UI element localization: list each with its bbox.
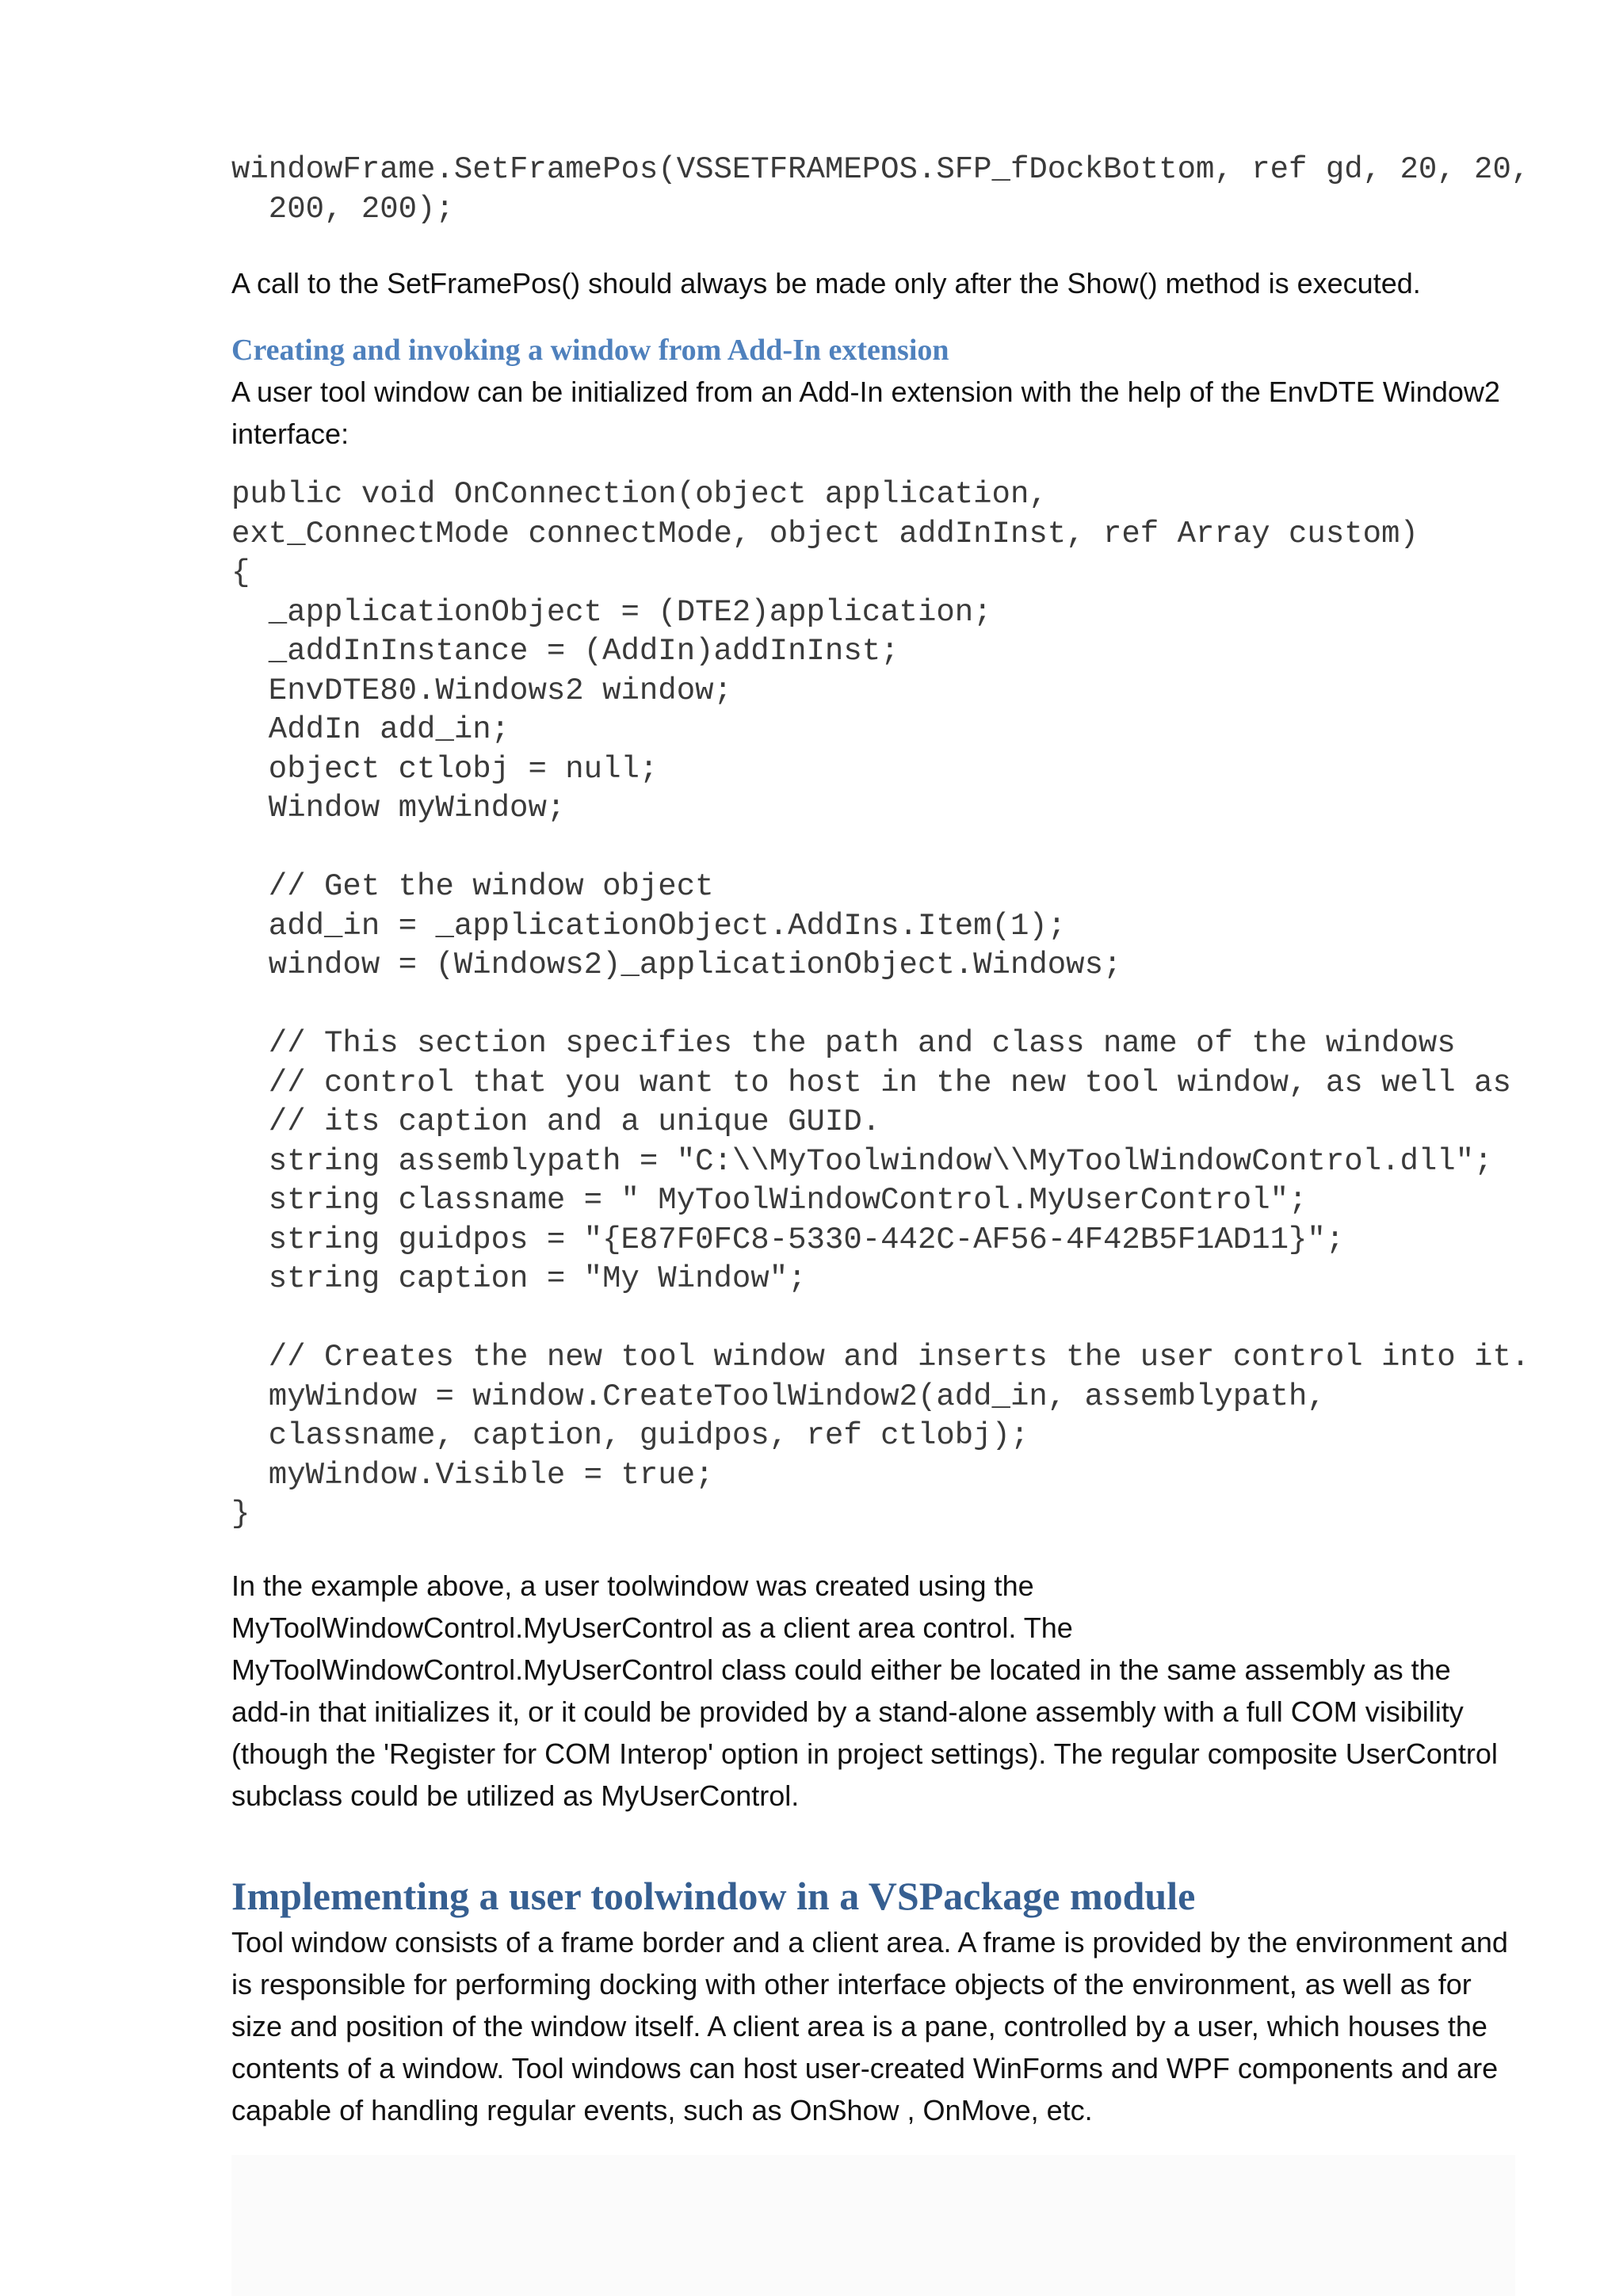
heading-addin-section: Creating and invoking a window from Add-In extension bbox=[231, 334, 949, 367]
code-line: { bbox=[231, 555, 250, 590]
code-line: // its caption and a unique GUID. bbox=[231, 1104, 881, 1139]
code-line: Window myWindow; bbox=[231, 791, 566, 826]
paragraph-vspackage-intro: Tool window consists of a frame border and a client area. A frame is provided by the environment and is responsible for performing docking with other interface objects of the environment, as well as for size and position of the window itself. A client area is a pane, controlled by a user, which houses the contents of a window. Tool windows can host user-created WinForms and WPF components and are capable of handling regular events, such as OnShow , OnMove, etc. bbox=[231, 1925, 1508, 2126]
code-line: string classname = " MyToolWindowControl.MyUserControl"; bbox=[231, 1183, 1308, 1218]
code-line bbox=[231, 829, 1515, 868]
code-line bbox=[231, 1299, 1515, 1339]
code-line: string guidpos = "{E87F0FC8-5330-442C-AF56-4F42B5F1AD11}"; bbox=[231, 1222, 1345, 1257]
code-line: 200, 200); bbox=[231, 191, 454, 227]
page-content bbox=[231, 151, 1530, 2131]
code-line: string assemblypath = "C:\\MyToolwindow\\MyToolWindowControl.dll"; bbox=[231, 1143, 1493, 1179]
heading-vspackage-section: Implementing a user toolwindow in a VSPackage module bbox=[231, 1873, 1196, 1918]
code-line: add_in = _applicationObject.AddIns.Item(1); bbox=[231, 908, 1067, 944]
code-line: // Creates the new tool window and inserts the user control into it. bbox=[231, 1340, 1530, 1375]
code-line: windowFrame.SetFramePos(VSSETFRAMEPOS.SFP_fDockBottom, ref gd, 20, 20, bbox=[231, 152, 1530, 187]
paragraph-example-explanation: In the example above, a user toolwindow was created using the MyToolWindowControl.MyUserControl as a client area control. The MyToolWindowControl.MyUserControl class could either be located in the same assembly as the add-in that initializes it, or it could be provided by a stand-alone assembly with a full COM visibility (though the 'Register for COM Interop' option in project settings). The regular composite UserControl subclass could be utilized as MyUserControl. bbox=[231, 1569, 1498, 1812]
code-line: string caption = "My Window"; bbox=[231, 1261, 807, 1296]
code-block-setframepos bbox=[231, 151, 1530, 229]
code-block-onconnection bbox=[231, 475, 1530, 1535]
code-line: window = (Windows2)_applicationObject.Windows; bbox=[231, 948, 1122, 982]
code-line: object ctlobj = null; bbox=[231, 751, 659, 787]
code-line: _addInInstance = (AddIn)addInInst; bbox=[231, 634, 899, 669]
code-line: public void OnConnection(object application, bbox=[231, 477, 1048, 512]
code-line: // This section specifies the path and class name of the windows bbox=[231, 1026, 1456, 1061]
page-bottom-shade bbox=[231, 2155, 1515, 2296]
paragraph-setframepos-note: A call to the SetFramePos() should always be made only after the Show() method is executed. bbox=[231, 267, 1421, 299]
code-line: } bbox=[231, 1497, 250, 1531]
code-line: ext_ConnectMode connectMode, object addInInst, ref Array custom) bbox=[231, 516, 1419, 551]
code-line: // Get the window object bbox=[231, 869, 714, 904]
code-line: AddIn add_in; bbox=[231, 712, 510, 747]
code-line: EnvDTE80.Windows2 window; bbox=[231, 673, 732, 708]
code-line: _applicationObject = (DTE2)application; bbox=[231, 594, 992, 630]
paragraph-addin-intro: A user tool window can be initialized from an Add-In extension with the help of the EnvDTE Window2 interface: bbox=[231, 376, 1500, 450]
code-line: // control that you want to host in the new tool window, as well as bbox=[231, 1065, 1511, 1100]
code-line: classname, caption, guidpos, ref ctlobj); bbox=[231, 1418, 1029, 1453]
code-line bbox=[231, 986, 1515, 1025]
code-line: myWindow = window.CreateToolWindow2(add_in, assemblypath, bbox=[231, 1379, 1326, 1414]
code-line: myWindow.Visible = true; bbox=[231, 1457, 714, 1493]
